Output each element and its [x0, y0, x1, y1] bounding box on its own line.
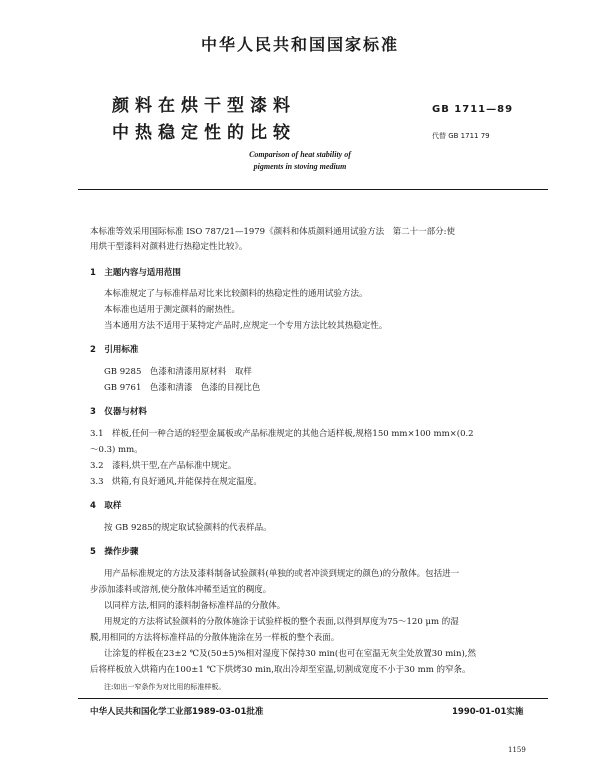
title-line-1: 颜料在烘干型漆料: [112, 96, 296, 116]
standard-org-header: 中华人民共和国国家标准: [200, 35, 399, 54]
section-heading: 4 取样: [90, 501, 122, 511]
section-line: GB 9761 色漆和清漆 色漆的目视比色: [104, 383, 261, 393]
section-line: 膜,用相同的方法将标准样品的分散体施涂在另一样板的整个表面。: [90, 633, 340, 643]
section-line: 用产品标准规定的方法及漆料制备试验颜料(单独的或者冲淡到规定的颜色)的分散体。包括进一: [104, 569, 460, 579]
section-heading: 3 仪器与材料: [90, 407, 147, 417]
implementation-date: 1990-01-01实施: [452, 707, 524, 717]
section-line: 用规定的方法将试验颜料的分散体施涂于试验样板的整个表面,以得到厚度为75～120 μm 的湿: [104, 617, 459, 627]
footnote: 注:如出一窄条作为对比用的标准样板。: [104, 683, 226, 691]
section-heading: 5 操作步骤: [90, 547, 139, 557]
section-line: 3.2 漆料,烘干型,在产品标准中规定。: [90, 461, 237, 471]
section-line: ～0.3) mm。: [90, 445, 143, 455]
section-line: 3.3 烘箱,有良好通风,并能保持在规定温度。: [90, 477, 262, 487]
section-line: 本标准也适用于测定颜料的耐热性。: [104, 305, 241, 315]
intro-line-2: 用烘干型漆料对颜料进行热稳定性比较》。: [90, 242, 248, 252]
section-line: 按 GB 9285的规定取试验颜料的代表样品。: [104, 523, 272, 533]
section-line: 本标准规定了与标准样品对比来比较颜料的热稳定性的通用试验方法。: [104, 289, 368, 299]
section-line: 让涂复的样板在23±2 ℃及(50±5)%相对湿度下保持30 min(也可在室温无灰尘处放置30 min),然: [104, 649, 476, 659]
page-number: 1159: [508, 746, 526, 754]
section-heading: 2 引用标准: [90, 345, 139, 355]
replaces-standard: 代替 GB 1711 79: [432, 132, 490, 140]
section-heading: 1 主题内容与适用范围: [90, 268, 181, 278]
section-line: 后将样板放入烘箱内在100±1 ℃下烘烤30 min,取出冷却至室温,切割成宽度不小于30 mm 的窄条。: [90, 665, 471, 675]
header-rule: [78, 189, 548, 190]
footer-rule: [78, 698, 548, 699]
english-title-line-2: pigments in stoving medium: [253, 162, 347, 171]
standard-number: GB 1711—89: [432, 104, 514, 115]
section-line: 3.1 样板,任何一种合适的轻型金属板或产品标准规定的其他合适样板,规格150 mm×100 mm×(0.2: [90, 429, 474, 439]
title-line-2: 中热稳定性的比较: [112, 123, 296, 143]
intro-line-1: 本标准等效采用国际标准 ISO 787/21—1979《颜料和体质颜料通用试验方法 第二十一部分:使: [90, 227, 455, 237]
section-line: 当本通用方法不适用于某特定产品时,应规定一个专用方法比较其热稳定性。: [104, 321, 388, 331]
english-title-line-1: Comparison of heat stability of: [249, 150, 351, 159]
approval-statement: 中华人民共和国化学工业部1989-03-01批准: [90, 707, 264, 717]
section-line: 步添加漆料或溶剂,使分散体冲稀至适宜的稠度。: [90, 585, 272, 595]
section-line: GB 9285 色漆和清漆用原材料 取样: [104, 367, 252, 377]
section-line: 以同样方法,相同的漆料制备标准样品的分散体。: [104, 601, 286, 611]
